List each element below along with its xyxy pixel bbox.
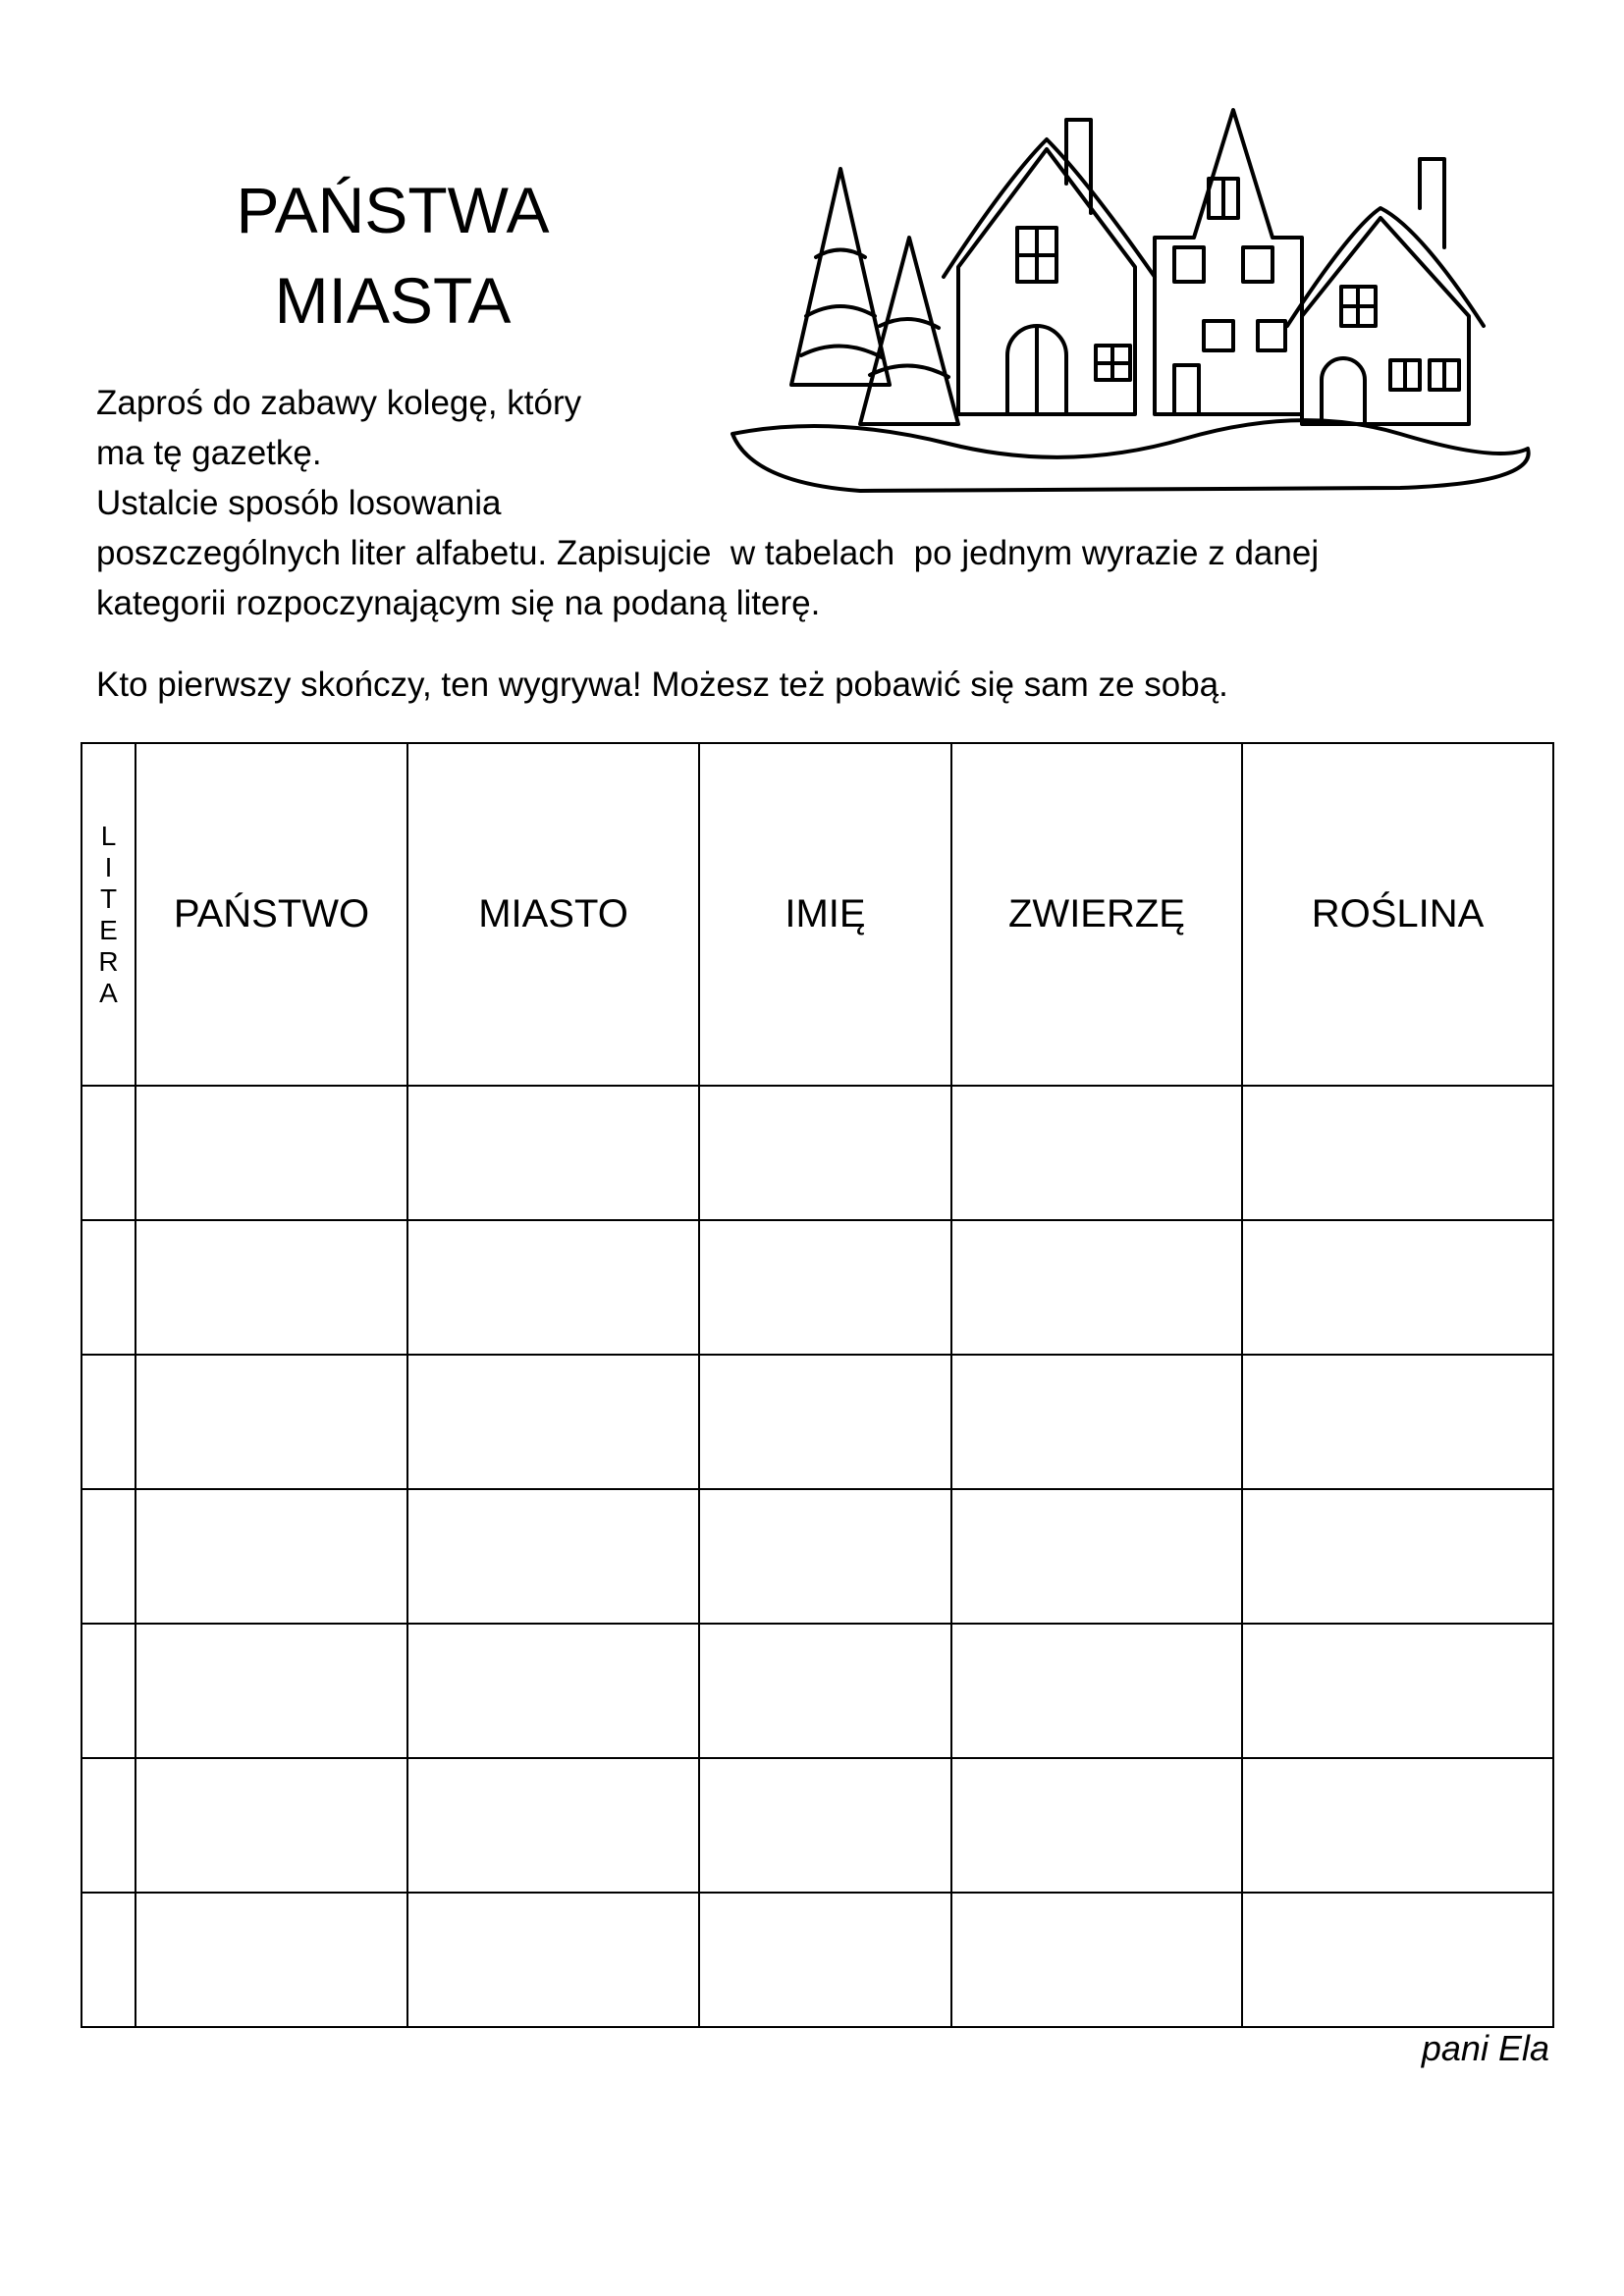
header-row [81,743,1553,1086]
header-roslina: ROŚLINA [1242,743,1553,1086]
imie-cell[interactable] [699,1489,951,1624]
header-litera [81,743,135,1086]
page-title [147,165,638,346]
litera-cell[interactable] [81,1893,135,2027]
table-row [81,1489,1553,1624]
game-table [81,742,1554,2028]
header-zwierze: ZWIERZĘ [951,743,1242,1086]
signature: pani Ela [1421,2028,1549,2068]
zwierze-cell[interactable] [951,1220,1242,1355]
miasto-cell[interactable] [407,1758,699,1893]
header-panstwo: PAŃSTWO [135,743,407,1086]
table-row [81,1758,1553,1893]
roslina-cell[interactable] [1242,1355,1553,1489]
imie-cell[interactable] [699,1893,951,2027]
panstwo-cell[interactable] [135,1893,407,2027]
intro-line: Ustalcie sposób losowania [96,484,502,522]
miasto-cell[interactable] [407,1489,699,1624]
litera-char: A [99,977,118,1008]
imie-cell[interactable] [699,1086,951,1220]
miasto-cell[interactable] [407,1893,699,2027]
intro-line: kategorii rozpoczynającym się na podaną literę. [96,584,821,622]
table-row [81,1220,1553,1355]
rules-text: Kto pierwszy skończy, ten wygrywa! Możesz też pobawić się sam ze sobą. [96,666,1228,704]
table-row [81,1624,1553,1758]
litera-char: R [98,945,119,977]
miasto-cell[interactable] [407,1624,699,1758]
table-row [81,1086,1553,1220]
zwierze-cell[interactable] [951,1086,1242,1220]
table-row [81,1893,1553,2027]
litera-char: T [99,882,118,914]
imie-cell[interactable] [699,1220,951,1355]
roslina-cell[interactable] [1242,1489,1553,1624]
intro-line: poszczególnych liter alfabetu. Zapisujcie w tabelach po jednym wyrazie z danej [96,534,1320,572]
header-imie: IMIĘ [699,743,951,1086]
miasto-cell[interactable] [407,1220,699,1355]
table-row [81,1355,1553,1489]
litera-cell[interactable] [81,1489,135,1624]
litera-char: E [99,914,118,945]
panstwo-cell[interactable] [135,1220,407,1355]
header-miasto: MIASTO [407,743,699,1086]
litera-char: I [104,851,113,882]
imie-cell[interactable] [699,1624,951,1758]
litera-cell[interactable] [81,1355,135,1489]
litera-cell[interactable] [81,1624,135,1758]
litera-char: L [100,820,117,851]
litera-cell[interactable] [81,1758,135,1893]
roslina-cell[interactable] [1242,1758,1553,1893]
zwierze-cell[interactable] [951,1624,1242,1758]
zwierze-cell[interactable] [951,1355,1242,1489]
panstwo-cell[interactable] [135,1624,407,1758]
title-line-2: MIASTA [274,264,512,337]
miasto-cell[interactable] [407,1355,699,1489]
zwierze-cell[interactable] [951,1758,1242,1893]
intro-paragraph [96,378,1589,628]
roslina-cell[interactable] [1242,1220,1553,1355]
intro-line: ma tę gazetkę. [96,434,322,472]
roslina-cell[interactable] [1242,1086,1553,1220]
imie-cell[interactable] [699,1758,951,1893]
intro-line: Zaproś do zabawy kolegę, który [96,384,582,422]
miasto-cell[interactable] [407,1086,699,1220]
panstwo-cell[interactable] [135,1758,407,1893]
litera-cell[interactable] [81,1086,135,1220]
roslina-cell[interactable] [1242,1624,1553,1758]
imie-cell[interactable] [699,1355,951,1489]
title-line-1: PAŃSTWA [236,174,550,246]
zwierze-cell[interactable] [951,1489,1242,1624]
panstwo-cell[interactable] [135,1355,407,1489]
roslina-cell[interactable] [1242,1893,1553,2027]
litera-cell[interactable] [81,1220,135,1355]
zwierze-cell[interactable] [951,1893,1242,2027]
panstwo-cell[interactable] [135,1489,407,1624]
panstwo-cell[interactable] [135,1086,407,1220]
